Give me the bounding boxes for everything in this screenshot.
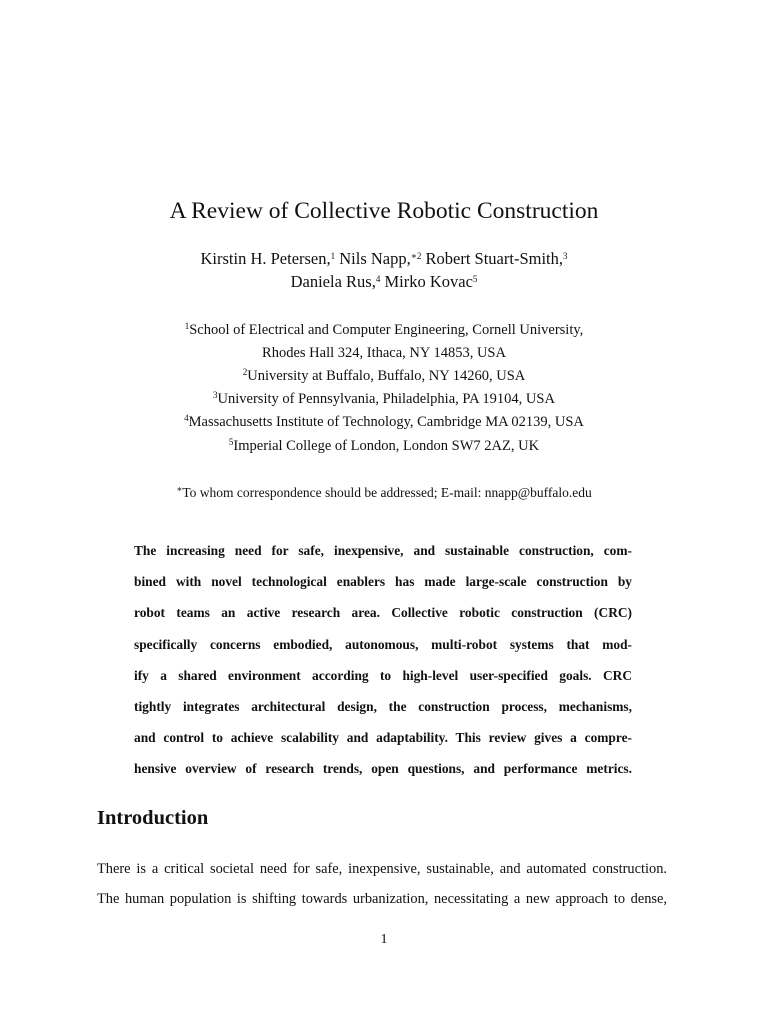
affiliation-mark: 2: [242, 367, 248, 377]
affiliation-text: Massachusetts Institute of Technology, Cambridge MA 02139, USA: [188, 414, 584, 430]
author-line-1: [0, 247, 768, 271]
author-affiliation-mark: 3: [563, 251, 568, 261]
abstract-line: specifically concerns embodied, autonomous, multi-robot systems that mod-: [134, 636, 632, 652]
author-affiliation-mark: 4: [375, 274, 381, 284]
correspondence-note: [0, 483, 768, 503]
affiliation-mark: 1: [184, 321, 190, 331]
affiliation-text: University at Buffalo, Buffalo, NY 14260, USA: [247, 368, 526, 384]
abstract-line: The increasing need for safe, inexpensive, and sustainable construction, com-: [134, 543, 632, 558]
author-name: Mirko Kovac: [384, 272, 473, 291]
abstract: [134, 537, 632, 787]
affiliation-text: School of Electrical and Computer Engineering, Cornell University,: [189, 322, 584, 338]
abstract-line: robot teams an active research area. Collective robotic construction (CRC): [134, 605, 632, 621]
intro-paragraph: [97, 856, 667, 917]
affiliation-mark: 4: [184, 413, 189, 423]
abstract-line: tightly integrates architectural design, the construction process, mechanisms,: [134, 698, 632, 714]
paper-title: A Review of Collective Robotic Construction: [169, 198, 599, 224]
author-name: Daniela Rus,: [290, 272, 376, 291]
affiliation-line: [0, 436, 768, 456]
body-line: There is a critical societal need for safe, inexpensive, sustainable, and automated construction.: [97, 861, 667, 877]
page-number: 1: [380, 932, 388, 947]
affiliation-mark: 5: [228, 437, 234, 447]
affiliation-line: [0, 320, 768, 340]
affiliation-line: [0, 412, 768, 432]
affiliation-mark: 3: [213, 390, 218, 400]
affiliation-line: [0, 366, 768, 386]
author-affiliation-mark: 5: [472, 274, 478, 284]
correspondence-mark: ∗: [176, 484, 183, 494]
author-affiliation-mark: ∗2: [410, 251, 422, 261]
author-affiliation-mark: 1: [330, 251, 336, 261]
affiliation-text: University of Pennsylvania, Philadelphia, PA 19104, USA: [217, 391, 555, 407]
correspondence-text: To whom correspondence should be addressed; E-mail: nnapp@buffalo.edu: [182, 485, 592, 500]
body-line: The human population is shifting towards urbanization, necessitating a new approach to dense,: [97, 891, 667, 908]
author-line-2: [0, 270, 768, 294]
abstract-line: and control to achieve scalability and adaptability. This review gives a compre-: [134, 730, 632, 746]
abstract-line: bined with novel technological enablers has made large-scale construction by: [134, 574, 632, 590]
affiliation-text: Rhodes Hall 324, Ithaca, NY 14853, USA: [262, 345, 506, 361]
affiliation-line: [0, 389, 768, 409]
abstract-line: ify a shared environment according to high-level user-specified goals. CRC: [134, 667, 632, 683]
affiliation-text: Imperial College of London, London SW7 2AZ, UK: [233, 438, 540, 454]
affiliation-line: [0, 343, 768, 363]
abstract-line: hensive overview of research trends, open questions, and performance metrics.: [134, 761, 632, 777]
author-name: Robert Stuart-Smith,: [425, 249, 564, 268]
author-name: Nils Napp,: [339, 249, 411, 268]
section-heading: Introduction: [97, 807, 209, 829]
author-name: Kirstin H. Petersen,: [200, 249, 331, 268]
